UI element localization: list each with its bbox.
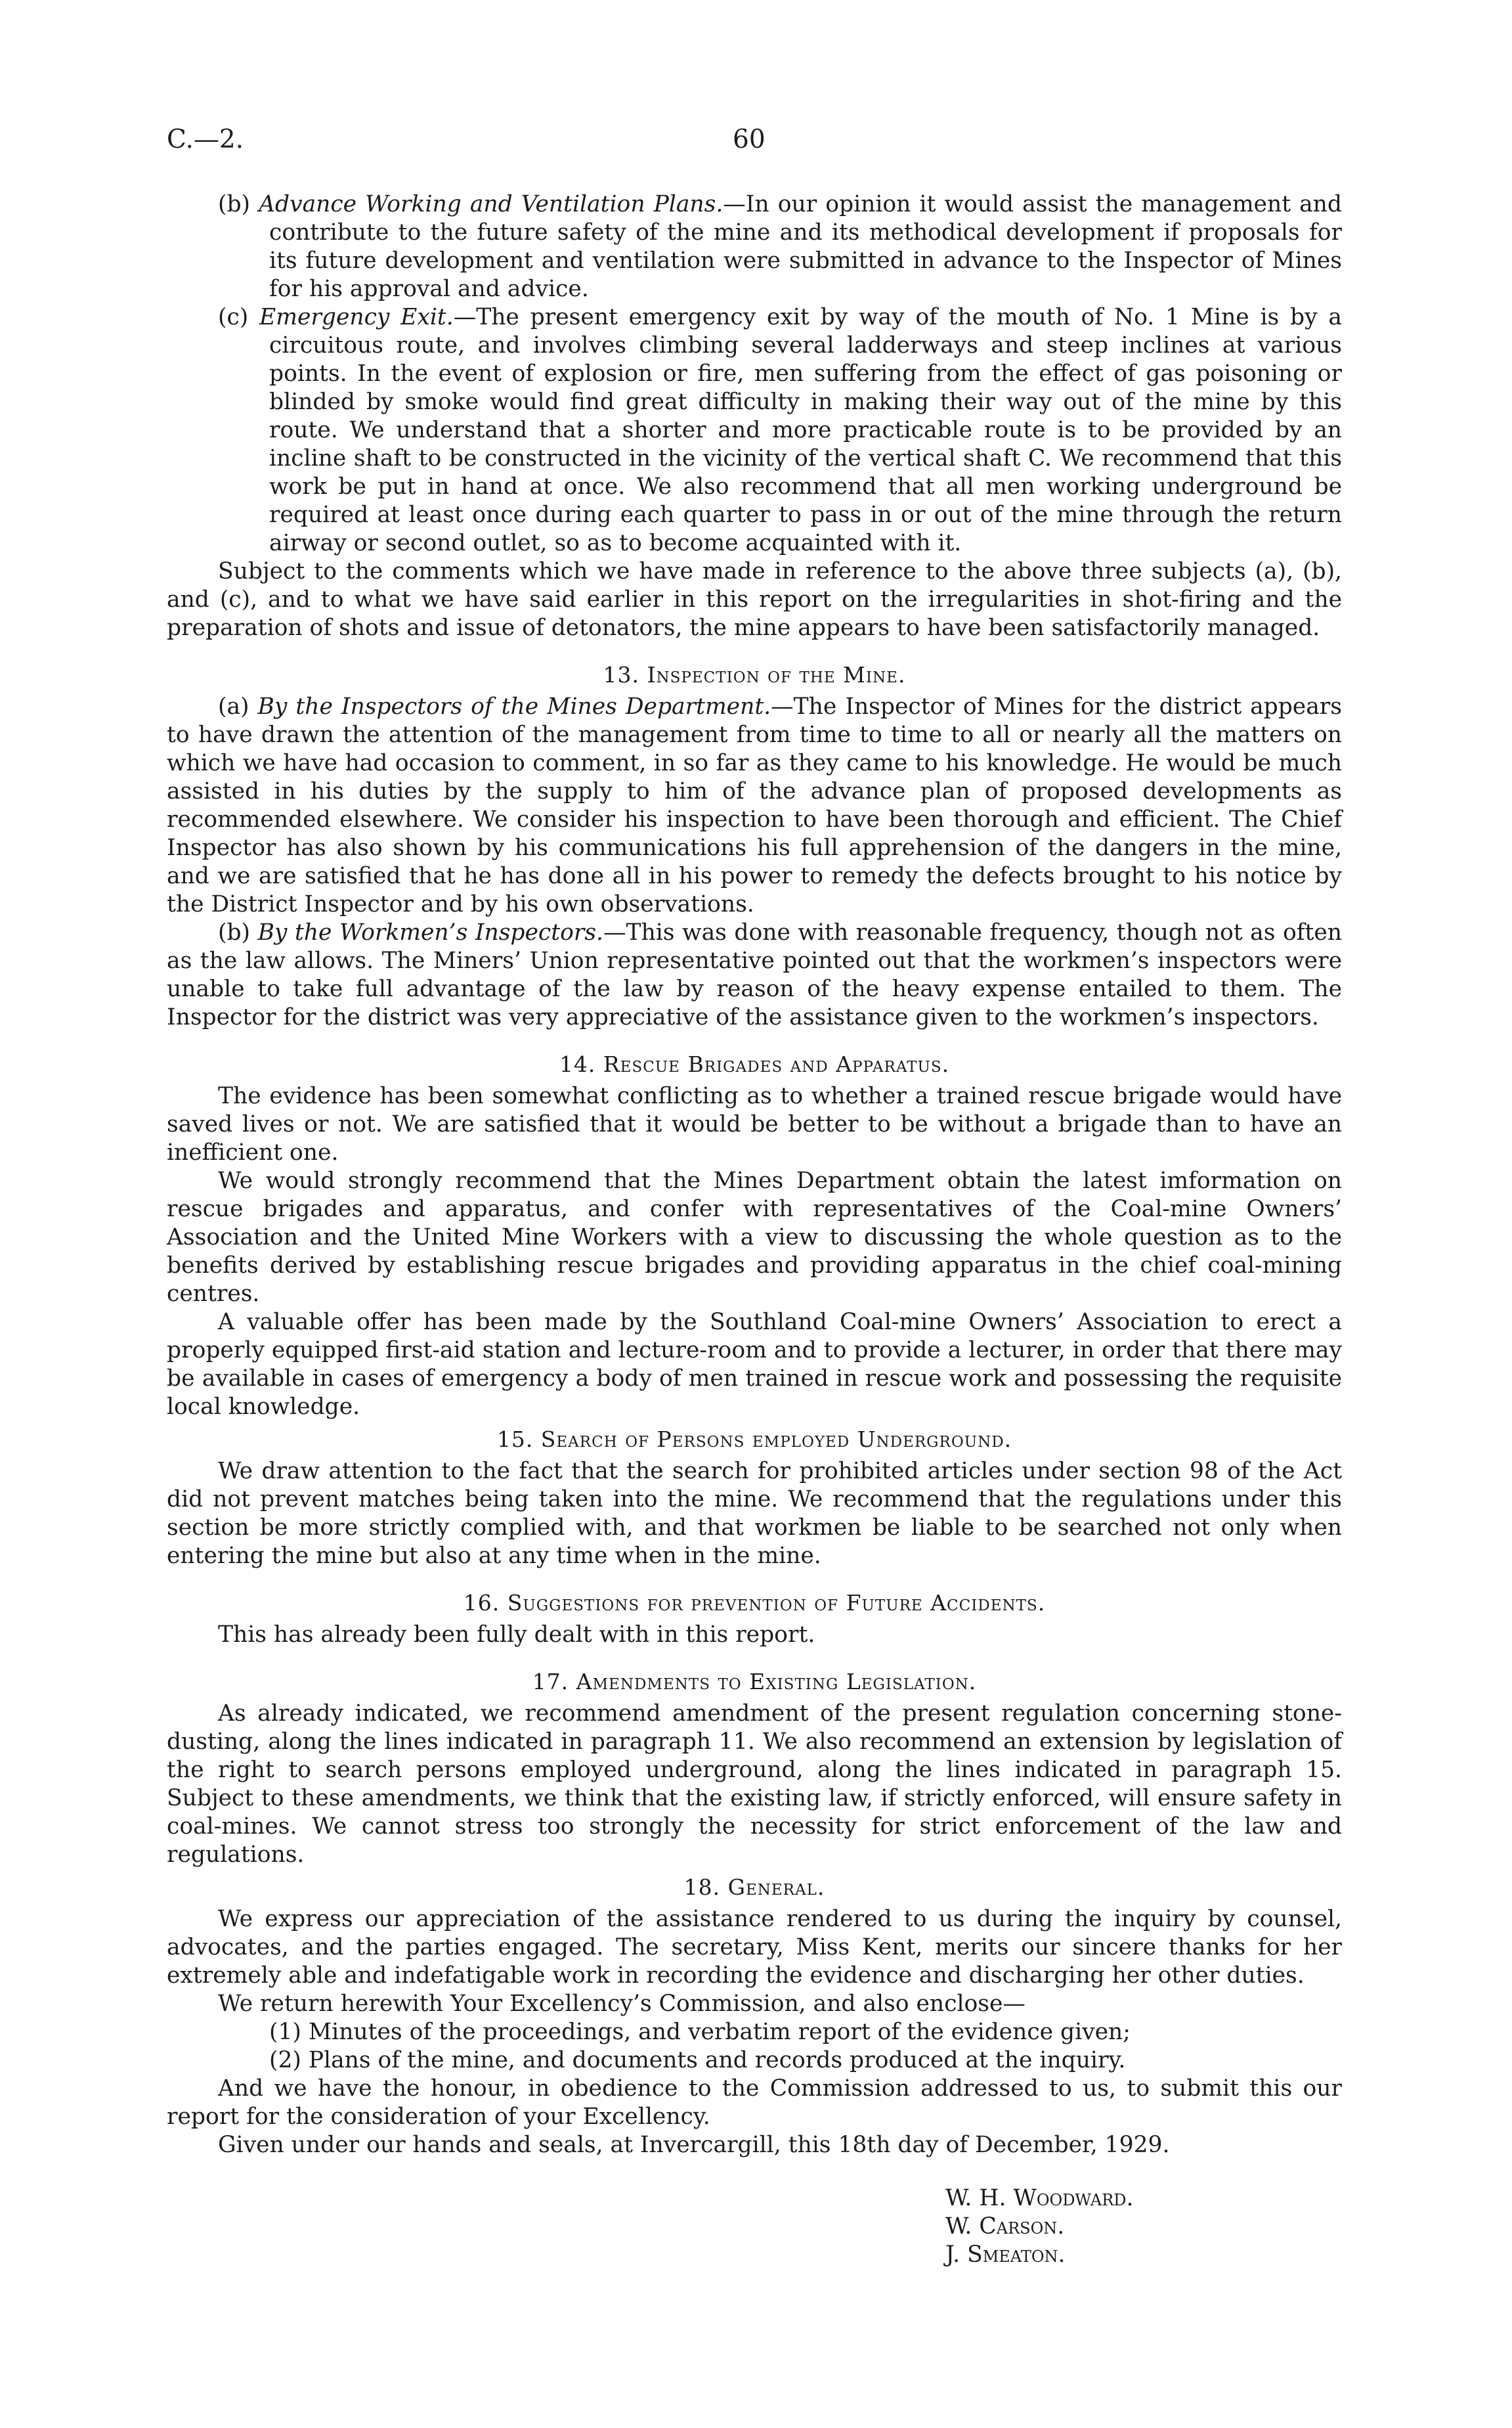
document-code: C.—2.	[167, 125, 244, 154]
body-text	[167, 190, 1342, 2269]
signatory: W. H. Woodward.	[945, 2185, 1134, 2211]
section-heading: 13. Inspection of the Mine.	[603, 662, 906, 688]
paragraph: Subject to the comments which we have made in reference to the above three subjects (a), (b), and (c), and to what we have said earlier in this report on the irregularities in shot-firing and the preparation of shots and issue of detonators, the mine appears to have been satisfactorily managed.	[167, 558, 1342, 641]
item-title: Advance Working and Ventilation Plans.	[259, 191, 724, 217]
paragraph: We express our appreciation of the assistance rendered to us during the inquiry by counsel, advocates, and the parties engaged. The secretary, Miss Kent, merits our sincere thanks for her extremely able and indefatigable work in recording the evidence and discharging her other duties.	[167, 1906, 1342, 1989]
item-label: (b)	[218, 191, 251, 217]
paragraph: We draw attention to the fact that the search for prohibited articles under section 98 of the Act did not prevent matches being taken into the mine. We recommend that the regulations under this section be more strictly complied with, and that workmen be liable to be searched not only when entering the mine but also at any time when in the mine.	[167, 1458, 1342, 1569]
item-label: (a)	[218, 694, 249, 720]
page-number: 60	[733, 125, 766, 154]
item-label: (c)	[218, 304, 249, 330]
item-b	[167, 190, 1342, 303]
signature-block	[167, 2184, 1342, 2269]
item-text: —The Inspector of Mines for the district appears to have drawn the attention of the management from time to time to all or nearly all the matters on which we have had occasion to comment, in so far as they came to his knowledge. He would be much assisted in his duties by the supply to him of the advance plan of proposed developments as recommended elsewhere. We consider his inspection to have been thorough and efficient. The Chief Inspector has also shown by his communications his full apprehension of the dangers in the mine, and we are satisfied that he has done all in his power to remedy the defects brought to his notice by the District Inspector and by his own observations.	[167, 694, 1342, 917]
paragraph: And we have the honour, in obedience to the Commission addressed to us, to submit this our report for the consideration of your Excellency.	[167, 2075, 1342, 2130]
section-heading: 18. General.	[683, 1874, 825, 1900]
enclosure-item: (1) Minutes of the proceedings, and verbatim report of the evidence given;	[269, 2019, 1131, 2045]
paragraph: We return herewith Your Excellency’s Commission, and also enclose—	[218, 1991, 1026, 2017]
signatory: W. Carson.	[945, 2213, 1065, 2240]
paragraph: A valuable offer has been made by the Southland Coal-mine Owners’ Association to erect a properly equipped first-aid station and lecture-room and to provide a lecturer, in order that there may be available in cases of emergency a body of men trained in rescue work and possessing the requisite local knowledge.	[167, 1309, 1342, 1420]
item-title: By the Workmen’s Inspectors.	[257, 919, 604, 946]
item-label: (b)	[218, 919, 251, 946]
section-heading: 15. Search of Persons employed Underground.	[496, 1426, 1012, 1452]
enclosure-item: (2) Plans of the mine, and documents and records produced at the inquiry.	[269, 2047, 1126, 2073]
paragraph: We would strongly recommend that the Mines Department obtain the latest imformation on rescue brigades and apparatus, and confer with representatives of the Coal-mine Owners’ Association and the United Mine Workers with a view to discussing the whole question as to the benefits derived by establishing rescue brigades and providing apparatus in the chief coal-mining centres.	[167, 1168, 1342, 1307]
item-title: Emergency Exit.	[259, 304, 454, 330]
section-heading: 16. Suggestions for prevention of Future Accidents.	[463, 1590, 1046, 1616]
paragraph	[167, 693, 1342, 919]
item-c	[167, 303, 1342, 558]
paragraph	[167, 919, 1342, 1032]
paragraph: The evidence has been somewhat conflicting as to whether a trained rescue brigade would have saved lives or not. We are satisfied that it would be better to be without a brigade than to have an inefficient one.	[167, 1083, 1342, 1166]
item-text: —This was done with reasonable frequency, though not as often as the law allows. The Miners’ Union representative pointed out that the workmen’s inspectors were unable to take full advantage of the law by reason of the heavy expense entailed to them. The Inspector for the district was very appreciative of the assistance given to the workmen’s inspectors.	[167, 919, 1342, 1030]
paragraph: This has already been fully dealt with in this report.	[218, 1622, 815, 1648]
section-heading: 14. Rescue Brigades and Apparatus.	[559, 1051, 950, 1077]
paragraph: As already indicated, we recommend amendment of the present regulation concerning stone-dusting, along the lines indicated in paragraph 11. We also recommend an extension by legislation of the right to search persons employed underground, along the lines indicated in paragraph 15. Subject to these amendments, we think that the existing law, if strictly enforced, will ensure safety in coal-mines. We cannot stress too strongly the necessity for strict enforcement of the law and regulations.	[167, 1700, 1342, 1868]
item-text: —The present emergency exit by way of the mouth of No. 1 Mine is by a circuitous route, and involves climbing several ladderways and steep inclines at various points. In the event of explosion or fire, men suffering from the effect of gas poisoning or blinded by smoke would find great difficulty in making their way out of the mine by this route. We understand that a shorter and more practicable route is to be provided by an incline shaft to be constructed in the vicinity of the vertical shaft C. We recommend that this work be put in hand at once. We also recommend that all men working underground be required at least once during each quarter to pass in or out of the mine through the return airway or second outlet, so as to become acquainted with it.	[269, 304, 1342, 556]
item-text: —In our opinion it would assist the management and contribute to the future safety of the mine and its methodical development if proposals for its future development and ventilation were submitted in advance to the Inspector of Mines for his approval and advice.	[269, 191, 1342, 302]
section-heading: 17. Amendments to Existing Legislation.	[532, 1669, 977, 1694]
paragraph: Given under our hands and seals, at Invercargill, this 18th day of December, 1929.	[218, 2132, 1170, 2158]
signatory: J. Smeaton.	[945, 2241, 1066, 2268]
item-title: By the Inspectors of the Mines Department.	[257, 694, 771, 720]
